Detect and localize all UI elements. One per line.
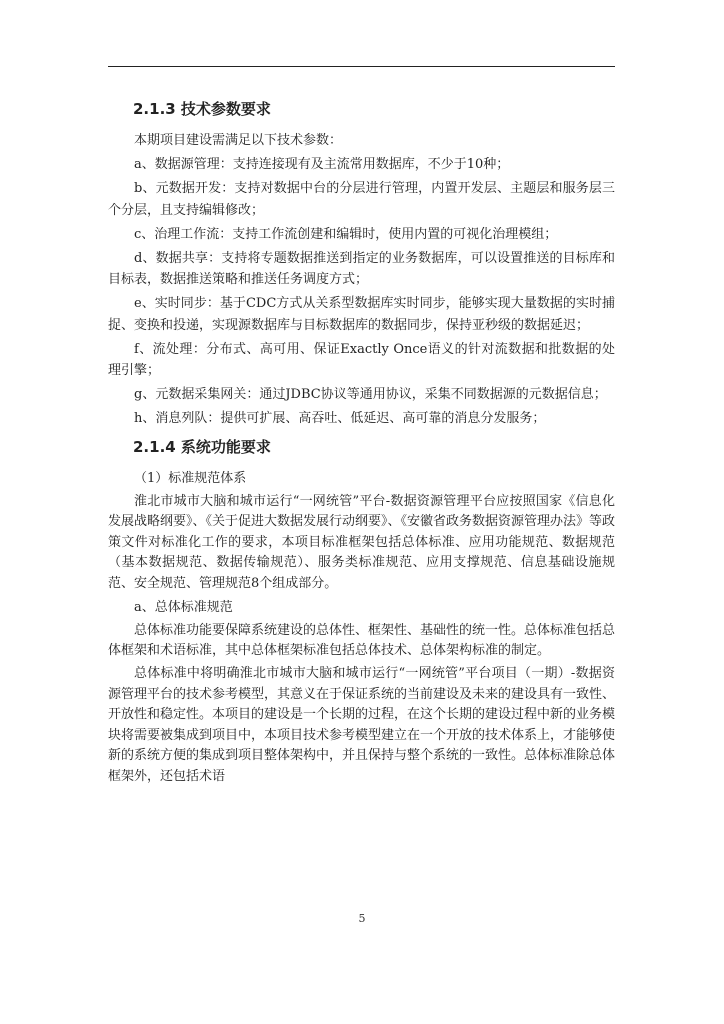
paragraph: a、数据源管理：支持连接现有及主流常用数据库，不少于10种； bbox=[134, 157, 510, 172]
header-rule bbox=[108, 66, 615, 67]
paragraph: h、消息列队：提供可扩展、高吞吐、低延迟、高可靠的消息分发服务； bbox=[134, 411, 546, 426]
section-heading-2-1-4: 2.1.4 系统功能要求 bbox=[133, 437, 271, 456]
paragraph: d、数据共享：支持将专题数据推送到指定的业务数据库，可以设置推送的目标库和目标表，数据推送策略和推送任务调度方式； bbox=[108, 250, 615, 287]
paragraph: f、流处理：分布式、高可用、保证Exactly Once语义的针对流数据和批数据的处理引擎； bbox=[108, 341, 615, 378]
paragraph: （1）标准规范体系 bbox=[134, 470, 247, 486]
paragraph: 总体标准中将明确淮北市城市大脑和城市运行“一网统管”平台项目（一期）-数据资源管理平台的技术参考模型，其意义在于保证系统的当前建设及未来的建设具有一致性、开放性和稳定性。本项目的建设是一个长期的过程，在这个长期的建设过程中新的业务模块将需要被集成到项目中，本项目技术参考模型建立在一个开放的技术体系上，才能够使新的系统方便的集成到项目整体架构中，并且保持与整个系统的一致性。总体标准除总体框架外，还包括术语 bbox=[108, 666, 616, 784]
section-heading-2-1-3: 2.1.3 技术参数要求 bbox=[133, 100, 271, 118]
page-content bbox=[108, 98, 615, 790]
paragraph: a、总体标准规范 bbox=[134, 599, 233, 615]
paragraph: 总体标准功能要保障系统建设的总体性、框架性、基础性的统一性。总体标准包括总体框架和术语标准，其中总体框架标准包括总体技术、总体架构标准的制定。 bbox=[108, 622, 616, 658]
paragraph: 淮北市城市大脑和城市运行“一网统管”平台-数据资源管理平台应按照国家《信息化发展战略纲要》、《关于促进大数据发展行动纲要》、《安徽省政务数据资源管理办法》等政策文件对标准化工作的要求，本项目标准框架包括总体标准、应用功能规范、数据规范（基本数据规范、数据传输规范）、服务类标准规范、应用支撑规范、信息基础设施规范、安全规范、管理规范8个组成部分。 bbox=[108, 493, 616, 591]
paragraph: g、元数据采集网关：通过JDBC协议等通用协议，采集不同数据源的元数据信息； bbox=[134, 387, 607, 402]
paragraph: e、实时同步：基于CDC方式从关系型数据库实时同步，能够实现大量数据的实时捕捉、变换和投递，实现源数据库与目标数据库的数据同步，保持亚秒级的数据延迟； bbox=[108, 296, 615, 333]
paragraph: 本期项目建设需满足以下技术参数： bbox=[134, 133, 343, 148]
paragraph: b、元数据开发：支持对数据中台的分层进行管理，内置开发层、主题层和服务层三个分层，且支持编辑修改； bbox=[108, 181, 615, 218]
page-number: 5 bbox=[358, 912, 366, 925]
paragraph: c、治理工作流：支持工作流创建和编辑时，使用内置的可视化治理模组； bbox=[134, 226, 558, 242]
